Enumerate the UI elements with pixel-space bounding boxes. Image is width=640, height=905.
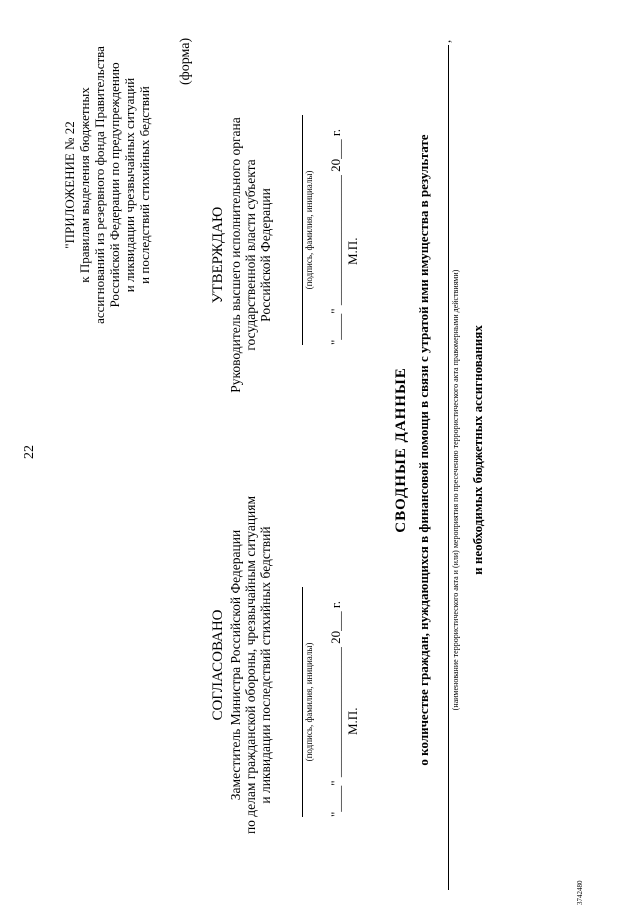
agreed-date-line: "____" ____________________ 20___ г. xyxy=(328,601,343,817)
approved-role-line: Российской Федерации xyxy=(258,188,273,322)
fill-in-line xyxy=(448,45,449,890)
fill-in-line-caption: (наименование террористического акта и (или) мероприятия по пресечению террористического акта правомерными действиями) xyxy=(451,269,460,711)
form-label: (форма) xyxy=(178,37,193,85)
approved-role-line: Руководитель высшего исполнительного органа xyxy=(228,117,243,393)
appendix-line: "ПРИЛОЖЕНИЕ № 22 xyxy=(62,121,77,249)
agreed-stamp-label: М.П. xyxy=(345,707,360,735)
approved-date-line: "____" ____________________ 20___ г. xyxy=(328,129,343,345)
appendix-line: и ликвидации чрезвычайных ситуаций xyxy=(122,77,137,293)
agreed-block xyxy=(210,485,273,845)
approved-stamp-label: М.П. xyxy=(345,237,360,265)
appendix-line: ассигнований из резервного фонда Правительства xyxy=(92,46,107,324)
fill-in-line-comma: , xyxy=(438,39,453,43)
agreed-role-line: Заместитель Министра Российской Федерации xyxy=(228,529,243,801)
agreed-role-line: по делам гражданской обороны, чрезвычайным ситуациям xyxy=(243,495,258,835)
agreed-signature-line xyxy=(302,587,303,817)
approved-signature-line xyxy=(302,115,303,345)
approved-signature-caption: (подпись, фамилия, инициалы) xyxy=(304,170,314,290)
appendix-line: Российской Федерации по предупреждению xyxy=(107,62,122,308)
agreed-role-line: и ликвидации последствий стихийных бедствий xyxy=(258,526,273,804)
approved-block xyxy=(210,75,273,435)
approved-heading: УТВЕРЖДАЮ xyxy=(210,206,226,304)
document-subtitle-line2: и необходимых бюджетных ассигнованиях xyxy=(470,325,485,575)
page-number: 22 xyxy=(22,445,37,459)
document-subtitle-line1: о количестве граждан, нуждающихся в финансовой помощи в связи с утратой ими имущества в результате xyxy=(416,134,431,766)
agreed-heading: СОГЛАСОВАНО xyxy=(210,609,226,721)
appendix-header xyxy=(62,30,152,340)
appendix-line: к Правилам выделения бюджетных xyxy=(77,87,92,283)
approved-role-line: государственной власти субъекта xyxy=(243,159,258,351)
document-title: СВОДНЫЕ ДАННЫЕ xyxy=(393,367,409,533)
footer-code: 3742480 xyxy=(576,880,584,905)
appendix-line: и последствий стихийных бедствий xyxy=(137,86,152,284)
agreed-signature-caption: (подпись, фамилия, инициалы) xyxy=(304,642,314,762)
